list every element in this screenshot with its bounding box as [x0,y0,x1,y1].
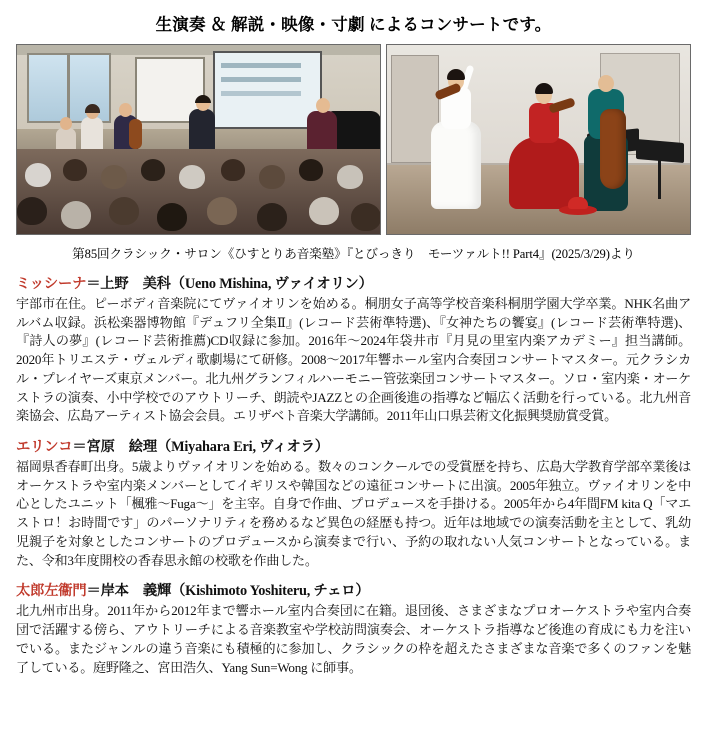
red-hat-prop [559,197,597,215]
profile-miyahara-eri [16,436,691,570]
profile-bio: 北九州市出身。2011年から2012年まで響ホール室内合奏団に在籍。退団後、さまざまなプロオーケストラや室内合奏団で活躍する傍ら、アウトリーチによる音楽教室や学校訪問演奏会、オーケストラ指導など後進の育成にも力を注いでいる。またジャンルの違う音楽にも積極的に参加し、クラシックの枠を超えたさまざまな音楽で多くのファンを魅了している。庭野隆之、宮田浩久、Yang Sun=Wong に師事。 [16,603,691,675]
performer-teal-cello [574,75,644,215]
profile-name-line [16,436,691,456]
profile-name-line [16,273,691,293]
profile-fullname: ＝上野 美科（Ueno Mishina, ヴァイオリン） [86,276,373,292]
performer-speaker [185,95,219,157]
performer-red-viola [509,85,579,209]
profile-name-line [16,580,691,600]
profile-fullname: ＝岸本 義輝（Kishimoto Yoshiteru, チェロ） [86,583,370,600]
document-page [0,11,707,732]
photo-concert-salon [16,44,381,235]
profile-nickname: 太郎左衞門 [16,583,87,600]
audience [17,149,380,235]
performer-violin-1 [77,105,107,153]
profile-bio: 福岡県香春町出身。5歳よりヴァイオリンを始める。数々のコンクールでの受賞歴を持ち、広島大学教育学部卒業後はオーケストラや室内楽メンバーとしてイギリスや韓国などの遠征コンサートに出演。2005年独立。ヴァイオリンを中心としたユニット「楓雅〜Fuga〜」を主宰。自身で作曲、プロデュースを手掛ける。2005年から4年間FM kita Q「マエストロ！お時間です」のパーソナリティを務めるなど異色の経歴も持つ。近年は地域での演奏活動を主として、乳幼児親子を対象としたコンサートのプロデュースから演奏まで行い、予約の取れない人気コンサートとなっている。また、令和3年度開校の香春思永館の校歌を作曲した。 [16,459,691,568]
profile-nickname: エリンコ [16,439,73,456]
photo-caption: 第85回クラシック・サロン《ひすとりあ音楽塾》『とびっきり モーツァルト!! Part4』(2025/3/29)より [72,247,635,261]
performer-white-violin [429,69,483,209]
profile-fullname: ＝宮原 絵理（Miyahara Eri, ヴィオラ） [72,439,329,456]
profile-ueno-mishina [16,273,691,426]
profile-nickname: ミッシーナ [16,276,87,292]
profile-bio: 宇部市在住。ピーボディ音楽院にてヴァイオリンを始める。桐朋女子高等学校音楽科桐朋学園大学卒業。NHK名曲アルバム収録。浜松楽器博物館『デュフリ全集Ⅱ』(レコード芸術準特選)、『女神たちの饗宴』(レコード芸術準特選)、『詩人の夢』(レコード芸術推薦)CD収録に参加。2016年〜2024年袋井市『月見の里室内楽アカデミー』担当講師。2020年トリエステ・ヴェルディ歌劇場にて研修。2008〜2017年響ホール室内合奏団コンサートマスター。元クラシカル・プレイヤーズ東京メンバー。北九州グランフィルハーモニー管弦楽団コンサートマスター。ソロ・室内楽・オーケストラの演奏、小中学校でのアウトリーチ、朗読やJAZZとの企画後進の指導など幅広く活動を行っている。北九州音楽協会、広島アーティスト協会会員。エリザベト音楽大学講師。2011年山口県芸術文化振興奨励賞受賞。 [16,296,691,424]
photo-stage-trio [386,44,691,235]
performer-pianist [303,97,343,155]
photo-row [16,44,691,235]
page-headline: 生演奏 ＆ 解説・映像・寸劇 によるコンサートです。 [155,15,552,34]
performer-cello [109,101,143,155]
profile-kishimoto-yoshiteru [16,580,691,677]
